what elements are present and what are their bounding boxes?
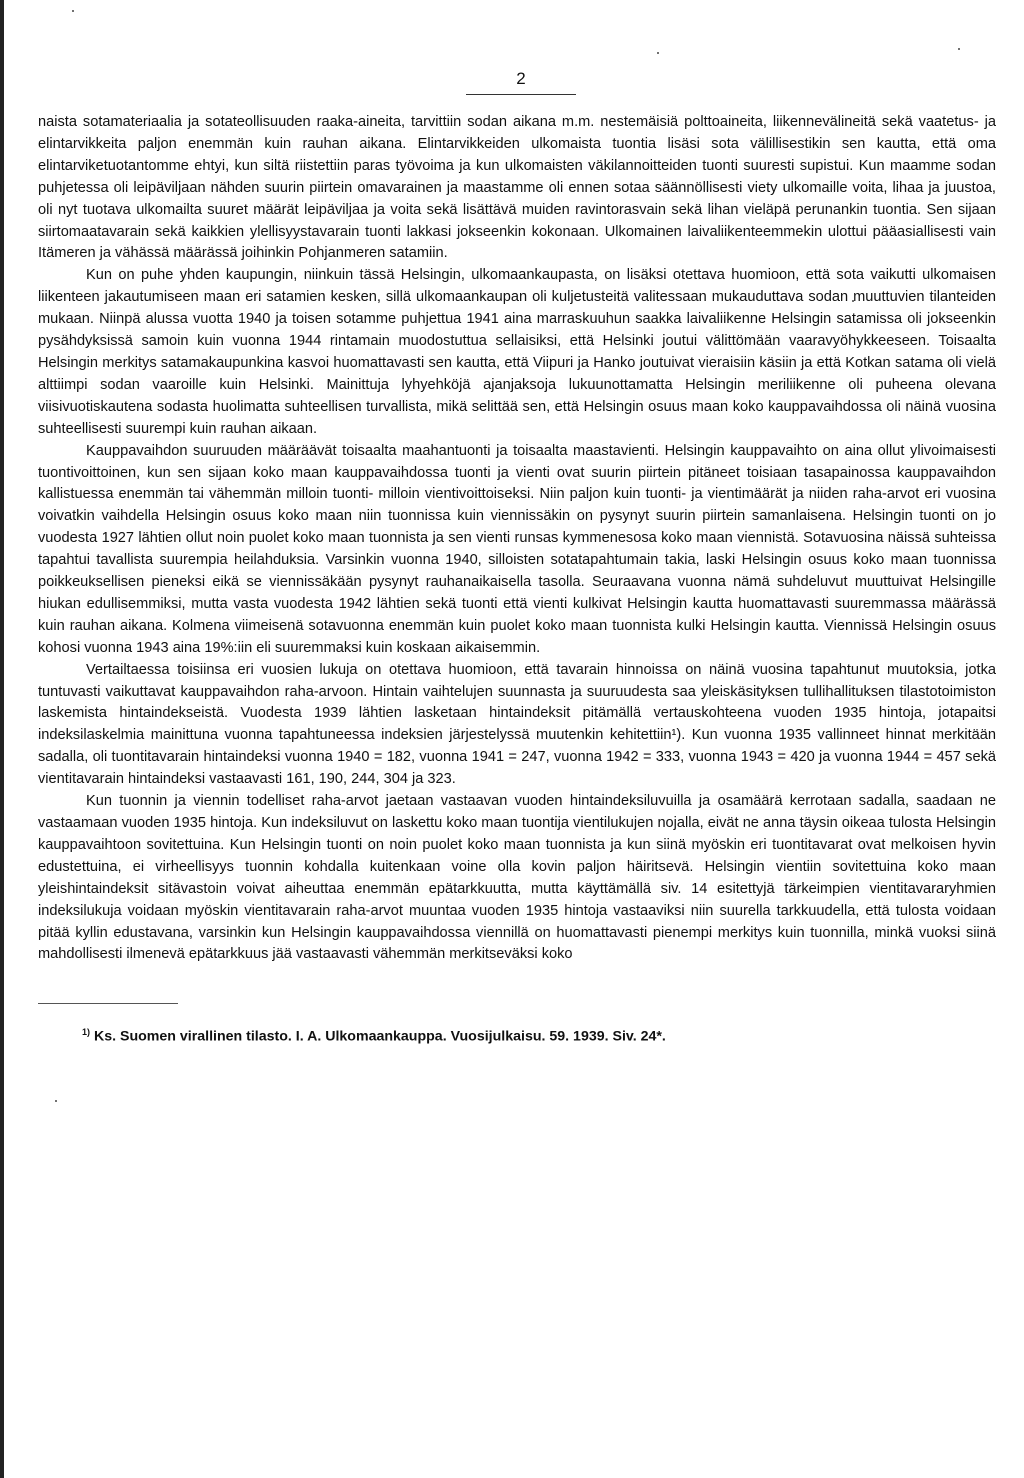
paragraph-1: naista sotamateriaalia ja sotateollisuuden raaka-aineita, tarvittiin sodan aikana m.m. nestemäisiä polttoaineita, liikennevälineitä sekä vaatetus- ja elintarvikkeita paljon enemmän kuin rauhan aikana. Elintarvikkeiden ulkomaista tuontia lisäsi sota välillisestikin sen kautta, että oma elintarviketuotantomme ehtyi, kun siltä riistettiin paras työvoima ja kun ulkomaisten väkilannoitteiden tuonti suuresti supistui. Kun maamme sodan puhjetessa oli leipäviljaan nähden suurin piirtein omavarainen ja maastamme oli ennen sotaa säännöllisesti viety ulkomaille voita, lihaa ja juustoa, oli nyt tuotava ulkomailta suuret määrät leipäviljaa ja voita sekä lisättävä muiden ravintorasvain sekä lihan vieläpä perunankin tuontia. Sen sijaan siirtomaatavarain sekä kaikkien ylellisyystavarain tuonti lakkasi jokseenkin kokonaan. Ulkomainen laivaliikenteemmekin ulottui pääasiallisesti vain Itämeren ja vähässä määrässä joihinkin Pohjanmeren satamiin.: [38, 114, 996, 262]
scan-speck: [958, 48, 960, 50]
paragraph-3: Kauppavaihdon suuruuden määräävät toisaalta maahantuonti ja toisaalta maastavienti. Helsingin kauppavaihto on aina ollut ylivoimaisesti tuontivoittoinen, kun sen sijaan koko maan kauppavaihdossa tuonti ja vienti ovat suurin piirtein pitäneet toisiaan tasapainossa kauppavaihdon kallistuessa enemmän tai vähemmän milloin tuonti- milloin vientivoittoiseksi. Niin paljon kuin tuonti- ja vientimäärät ja niiden raha-arvot eri vuosina voivatkin vaihdella Helsingin osuus koko maan niin tuonnissa kuin viennissäkin on pysynyt suurin piirtein samanlaisena. Helsingin tuonti on jo vuodesta 1927 lähtien ollut noin puolet koko maan tuonnista ja sen vienti runsas kymmenesosa koko maan viennistä. Sotavuosina näissä suhteissa tapahtui tavallista suurempia heilahduksia. Varsinkin vuonna 1940, silloisten sotatapahtumain takia, laski Helsingin osuus koko maan tuonnissa poikkeuksellisen pieneksi eikä se viennissäkään pysynyt rauhanaikaisella tasolla. Seuraavana vuonna nämä suhdeluvut muuttuivat Helsingille hiukan edullisemmiksi, mutta vasta vuodesta 1942 lähtien sekä tuonti että vienti kulkivat Helsingin kautta huomattavasti suuremmassa määrässä kuin rauhan aikana. Kolmena viimeisenä sotavuonna enemmän kuin puolet koko maan tuonnista kulki Helsingin kautta. Viennissä Helsingin osuus kohosi vuonna 1943 aina 19%:iin eli suuremmaksi kuin koskaan aikaisemmin.: [38, 442, 996, 656]
scan-speck: [657, 52, 659, 54]
paragraph-4: Vertailtaessa toisiinsa eri vuosien lukuja on otettava huomioon, että tavarain hinnoissa on näinä vuosina tapahtunut muutoksia, jotka tuntuvasti vaikuttavat kauppavaihdon raha-arvoon. Hintain vaihtelujen suunnasta ja suuruudesta saa yleiskäsityksen tullihallituksen tilastotoimiston laskemista hintaindekseistä. Vuodesta 1939 lähtien lasketaan hintaindeksit pitämällä vertauskohteena vuoden 1935 hintoja, jotapaitsi indeksilaskelmia mainittuna vuonna tapahtuneessa indeksien järjestelyssä muutenkin kehitettiin¹). Kun vuonna 1935 vallinneet hinnat merkitään sadalla, oli tuontitavarain hintaindeksi vuonna 1940 = 182, vuonna 1941 = 247, vuonna 1942 = 333, vuonna 1943 = 420 ja vuonna 1944 = 457 sekä vientitavarain hintaindeksi vastaavasti 161, 190, 244, 304 ja 323.: [38, 661, 996, 788]
paragraph-2: Kun on puhe yhden kaupungin, niinkuin tässä Helsingin, ulkomaankaupasta, on lisäksi otettava huomioon, että sota vaikutti ulkomaisen liikenteen jakautumiseen maan eri satamien kesken, sillä ulkomaankaupan oli kuljetusteitä valitessaan mukauduttava sodan muuttuvien tilanteiden mukaan. Niinpä alussa vuotta 1940 ja toisen sotamme puhjettua 1941 aina marraskuuhun saakka laivaliikenne Helsingin satamissa oli jokseenkin pysähdyksissä samoin kuin vuonna 1944 rintamain muodostuttua sellaisiksi, että Helsinki joutui välittömään vaaravyöhykkeeseen. Toisaalta Helsingin merkitys satamakaupunkina kasvoi huomattavasti sen kautta, että Viipuri ja Hanko joutuivat vieraisiin käsiin ja että Kotkan satama oli vielä alttiimpi sodan vaaroille kuin Helsinki. Mainittuja lyhyehköjä ajanjaksoja lukuunottamatta Helsingin meriliikenne oli puheena olevana viisivuotiskautena sodasta huolimatta suhteellisen turvallista, mikä selittää sen, että Helsingin osuus maan koko kauppavaihdossa oli näinä vuosina suhteellisesti suurempi kuin rauhan aikaan.: [38, 267, 996, 437]
body-text: [38, 112, 996, 966]
page-header: [466, 68, 576, 95]
footnote-mark: 1): [82, 1027, 91, 1037]
paragraph-5: Kun tuonnin ja viennin todelliset raha-arvot jaetaan vastaavan vuoden hintaindeksiluvuilla ja osamäärä kerrotaan sadalla, saadaan ne vastaamaan vuoden 1935 hintoja. Kun indeksiluvut on laskettu koko maan tuontija vientilukujen nojalla, eivät ne anna täysin oikeaa tulosta Helsingin kauppavaihtoon sovitettuina. Kun Helsingin tuonti on noin puolet koko maan tuonnista ja kun siinä myöskin eri tuontitavarat ovat melkoisen hyvin edustettuina, ei virheellisyys tuonnin kohdalla kuitenkaan voine olla kovin paljon häiritsevä. Helsingin vientiin sovitettuina koko maan yleishintaindeksit sitävastoin voivat aiheuttaa enemmän epätarkkuutta, mutta käyttämällä siv. 14 esitettyjä tärkeimpien vientitavararyhmien indeksilukuja voidaan myöskin vientitavarain raha-arvot muuntaa vuoden 1935 hintoja vastaaviksi niin suurella tarkkuudella, että tulosta voidaan pitää kyllin edustavana, varsinkin kun Helsingin kauppavaihdossa viennillä on huomattavasti pienempi merkitys kuin tuonnilla, minkä vuoksi siinä mahdollisesti ilmenevä epätarkkuus jää vastaavasti vähemmän merkitseväksi koko: [38, 793, 996, 963]
footnote-text: Ks. Suomen virallinen tilasto. I. A. Ulkomaankauppa. Vuosijulkaisu. 59. 1939. Siv. 24*.: [93, 1028, 666, 1045]
footnote: [82, 1022, 982, 1047]
page-number-rule: [466, 94, 576, 95]
footnote-divider: [38, 1003, 178, 1004]
scan-speck: [55, 1100, 57, 1102]
page-number: 2: [516, 69, 526, 88]
scan-speck: [72, 10, 74, 12]
scan-edge: [0, 0, 4, 1478]
